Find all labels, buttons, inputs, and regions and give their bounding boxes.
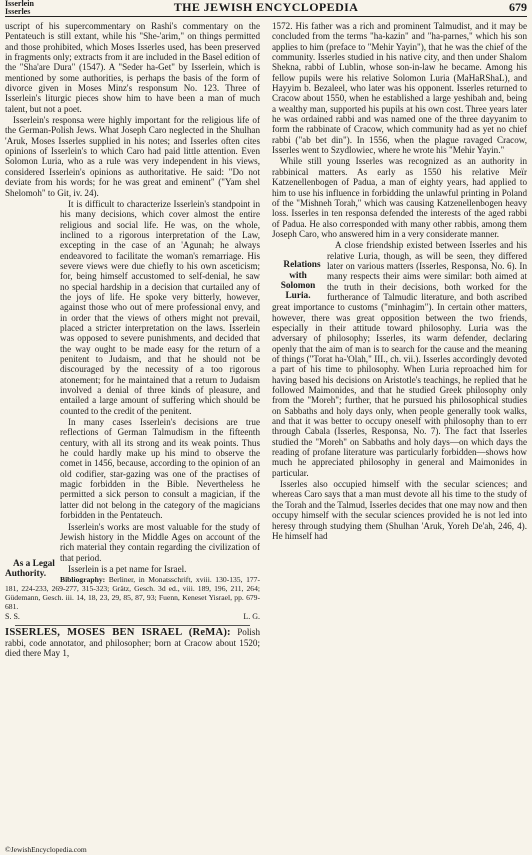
entry-paragraph <box>5 627 260 659</box>
running-head-left-bottom: Isserles <box>5 7 31 16</box>
paragraph: While still young Isserles was recognized as an authority in rabbinical matters. As early as 1550 his relative Meïr Katzenellenbogen of Padua, a man of eighty years, had applied to him to use his influence in forbidding the unlawful printing in Poland of the "Mishneh Torah," which was causing Katzenellenbogen heavy loss. Isserles in ten responsa defended the interests of the aged rabbi of Padua. He also corresponded with many other rabbis, among them Joseph Caro, who answered him in a very considerate manner. <box>272 156 527 239</box>
side-heading-relations-luria: Relations with Solomon Luria. <box>280 260 321 302</box>
paragraph <box>272 240 527 478</box>
page-header <box>5 0 527 17</box>
paragraph: uscript of his supercommentary on Rashi's commentary on the Pentateuch is still extant, while his "She-'arim," on things permitted and those prohibited, which Moses Isserles used, has been preserved in fragments only; extracts from it are included in the Basel edition of the "Sha'are Dura" (1547). A "Seder ha-Get" by Isserlein, which is mentioned by some authorities, is perhaps the basis of the form of divorce given in Moses Minz's responsum No. 123. Three of Isserlein's liturgic pieces show him to have been a man of much talent, but not a poet. <box>5 21 260 114</box>
paragraph: Isserles also occupied himself with the secular sciences; and whereas Caro says that a man must devote all his time to the study of the Torah and the Talmud, Isserles decides that one may now and then occupy himself with the secular sciences provided he is not led into heresy through studying them (Shulhan 'Aruk, Yoreh De'ah, 246, 4). He himself had <box>272 479 527 541</box>
page-number: 679 <box>509 0 527 14</box>
paragraph: Isserlein's responsa were highly important for the religious life of the German-Polish Jews. What Joseph Caro neglected in the Shulhan 'Aruk, Moses Isserles supplied in his notes; and Isserles often cites opinions of Isserlein's to which Caro had paid little attention. Even Solomon Luria, who as a rule was very independent in his views, considered Isserlein's opinions as authoritative. He said: "Do not deviate from his words; for he was great and eminent" ("Yam shel Shelomoh" to Git, iv. 24). <box>5 115 260 198</box>
paragraph-text: It is difficult to characterize Isserlein's standpoint in his many decisions, which cover almost the entire religious and social life. He was, on the whole, inclined to a rigorous interpretation of the Law, excepting in the case of an 'Agunah; he always endeavored to facilitate the woman's remarriage. His severe views were due chiefly to his own asceticism; for, being himself accustomed to self-denial, he saw no special hardship in a decision that curtailed any of the joys of life. He spoke very bitterly, however, against those who out of mere professional envy, and in order that the views of others might not prevail, placed a stricter interpretation on the laws. Isserlein was opposed to severe punishments, and decided that the way ought to be made easy for the return of a penitent to Judaism, and that he should not be discouraged by the necessity of a too rigorous atonement; for he maintained that a return to Judaism involved a denial of three kinds of pleasure, and entailed a large amount of suffering which should be counted to the credit of the penitent. <box>60 198 260 416</box>
paragraph: In many cases Isserlein's decisions are true reflections of German Talmudism in the fifteenth century, with all its strong and its weak points. Thus he could hardly make up his mind to observe the comet in 1456, because, according to the opinion of an old codifier, star-gazing was one of the practises of magic forbidden in the Bible. Nevertheless he permitted a sick person to consult a magician, if the latter did not belong in the category of the magicians forbidden in the Pentateuch. <box>60 417 260 521</box>
signature-left: S. S. <box>5 612 20 622</box>
running-head-left-top: Isserlein <box>5 0 34 8</box>
copyright-footer: ©JewishEncyclopedia.com <box>5 845 87 854</box>
paragraph: 1572. His father was a rich and prominent Talmudist, and it may be concluded from the terms "ha-kazin" and "ha-parnes," which his son applies to him (preface to "Mehir Yayin"), that he was the chief of the community. Isserles studied in his native city, and then under Shalom Shekna, rabbi of Lublin, whose son-in-law he became. Among his fellow pupils were his relative Solomon Luria (MaHaRShaL), and Hayyim b. Bezaleel, who later was his opponent. Isserles returned to Cracow about 1550, when he established a large yeshibah and, being a wealthy man, supported his pupils at his own cost. Three years later he was ordained rabbi and was named one of the three dayyanim to form the rabbinate of Cracow, which community had as yet no chief rabbi ("ab bet din"). In 1556, when the plague ravaged Cracow, Isserles went to Szydlowiec, where he wrote his "Mehir Yayin." <box>272 21 527 156</box>
paragraph-text: A close friendship existed between Isserles and his relative Luria, though, as will be seen, they differed later on various matters (Isserles, Responsa, No. 6). In many respects their aims were similar: both aimed at the truth in their decisions, both worked for the furtherance of Talmudic literature, and both ascribed great importance to customs ("minhagim"). In certain other matters, however, there was great opposition between the two friends, especially in their attitude toward philosophy. Luria was the adversary of philosophy; Isserles, its warm defender, declaring openly that the aim of man is to search for the cause and the meaning of things ("Torat ha-'Olah," III., ch. vii.). Isserles accordingly devoted a part of his time to philosophy. When Luria reproached him for having based his decisions on Aristotle's teachings, he replied that he followed Maimonides, and that he studied Greek philosophy only from the "Moreh"; further, that he pursued his philosophical studies on Sabbaths and holy days only, when people generally took walks, and that it was better to occupy oneself with philosophy than to err through Cabala (Isserles, Responsa, No. 7). The fact that Isserles studied the "Moreh" on Sabbaths and holy days—on which days the reading of profane literature was particularly forbidden—shows how much he appreciated philosophy in general and Maimonides in particular. <box>272 240 527 478</box>
signature-right: L. G. <box>243 612 260 622</box>
bibliography-label: Bibliography: <box>60 575 106 585</box>
column-left <box>5 21 260 847</box>
signature-line <box>5 612 260 622</box>
paragraph: Isserlein's works are most valuable for the study of Jewish history in the Middle Ages on account of the rich material they contain regarding the civilization of that period. <box>60 521 260 563</box>
page-title: THE JEWISH ENCYCLOPEDIA <box>173 0 359 14</box>
entry-text: Polish rabbi, code annotator, and philosopher; born at Cracow about 1520; died there May 1, <box>5 626 260 659</box>
column-right <box>272 21 527 847</box>
bibliography-text: Berliner, in Monatsschrift, xviii. 130-135, 177-181, 224-233, 269-277, 315-323; Grätz, Gesch. 3d ed., viii. 189, 196, 211, 264; Güdemann, Gesch. iii. 14, 18, 23, 29, 85, 87, 93; Fuenn, Keneset Yisrael, pp. 679-681. <box>5 575 260 612</box>
bibliography <box>5 575 260 611</box>
divider <box>15 625 250 626</box>
entry-title: ISSERLES, MOSES BEN ISRAEL (ReMA): <box>5 626 231 638</box>
paragraph: Isserlein is a pet name for Israel. <box>68 563 187 574</box>
side-heading-legal-authority: As a Legal Authority. <box>5 558 55 580</box>
